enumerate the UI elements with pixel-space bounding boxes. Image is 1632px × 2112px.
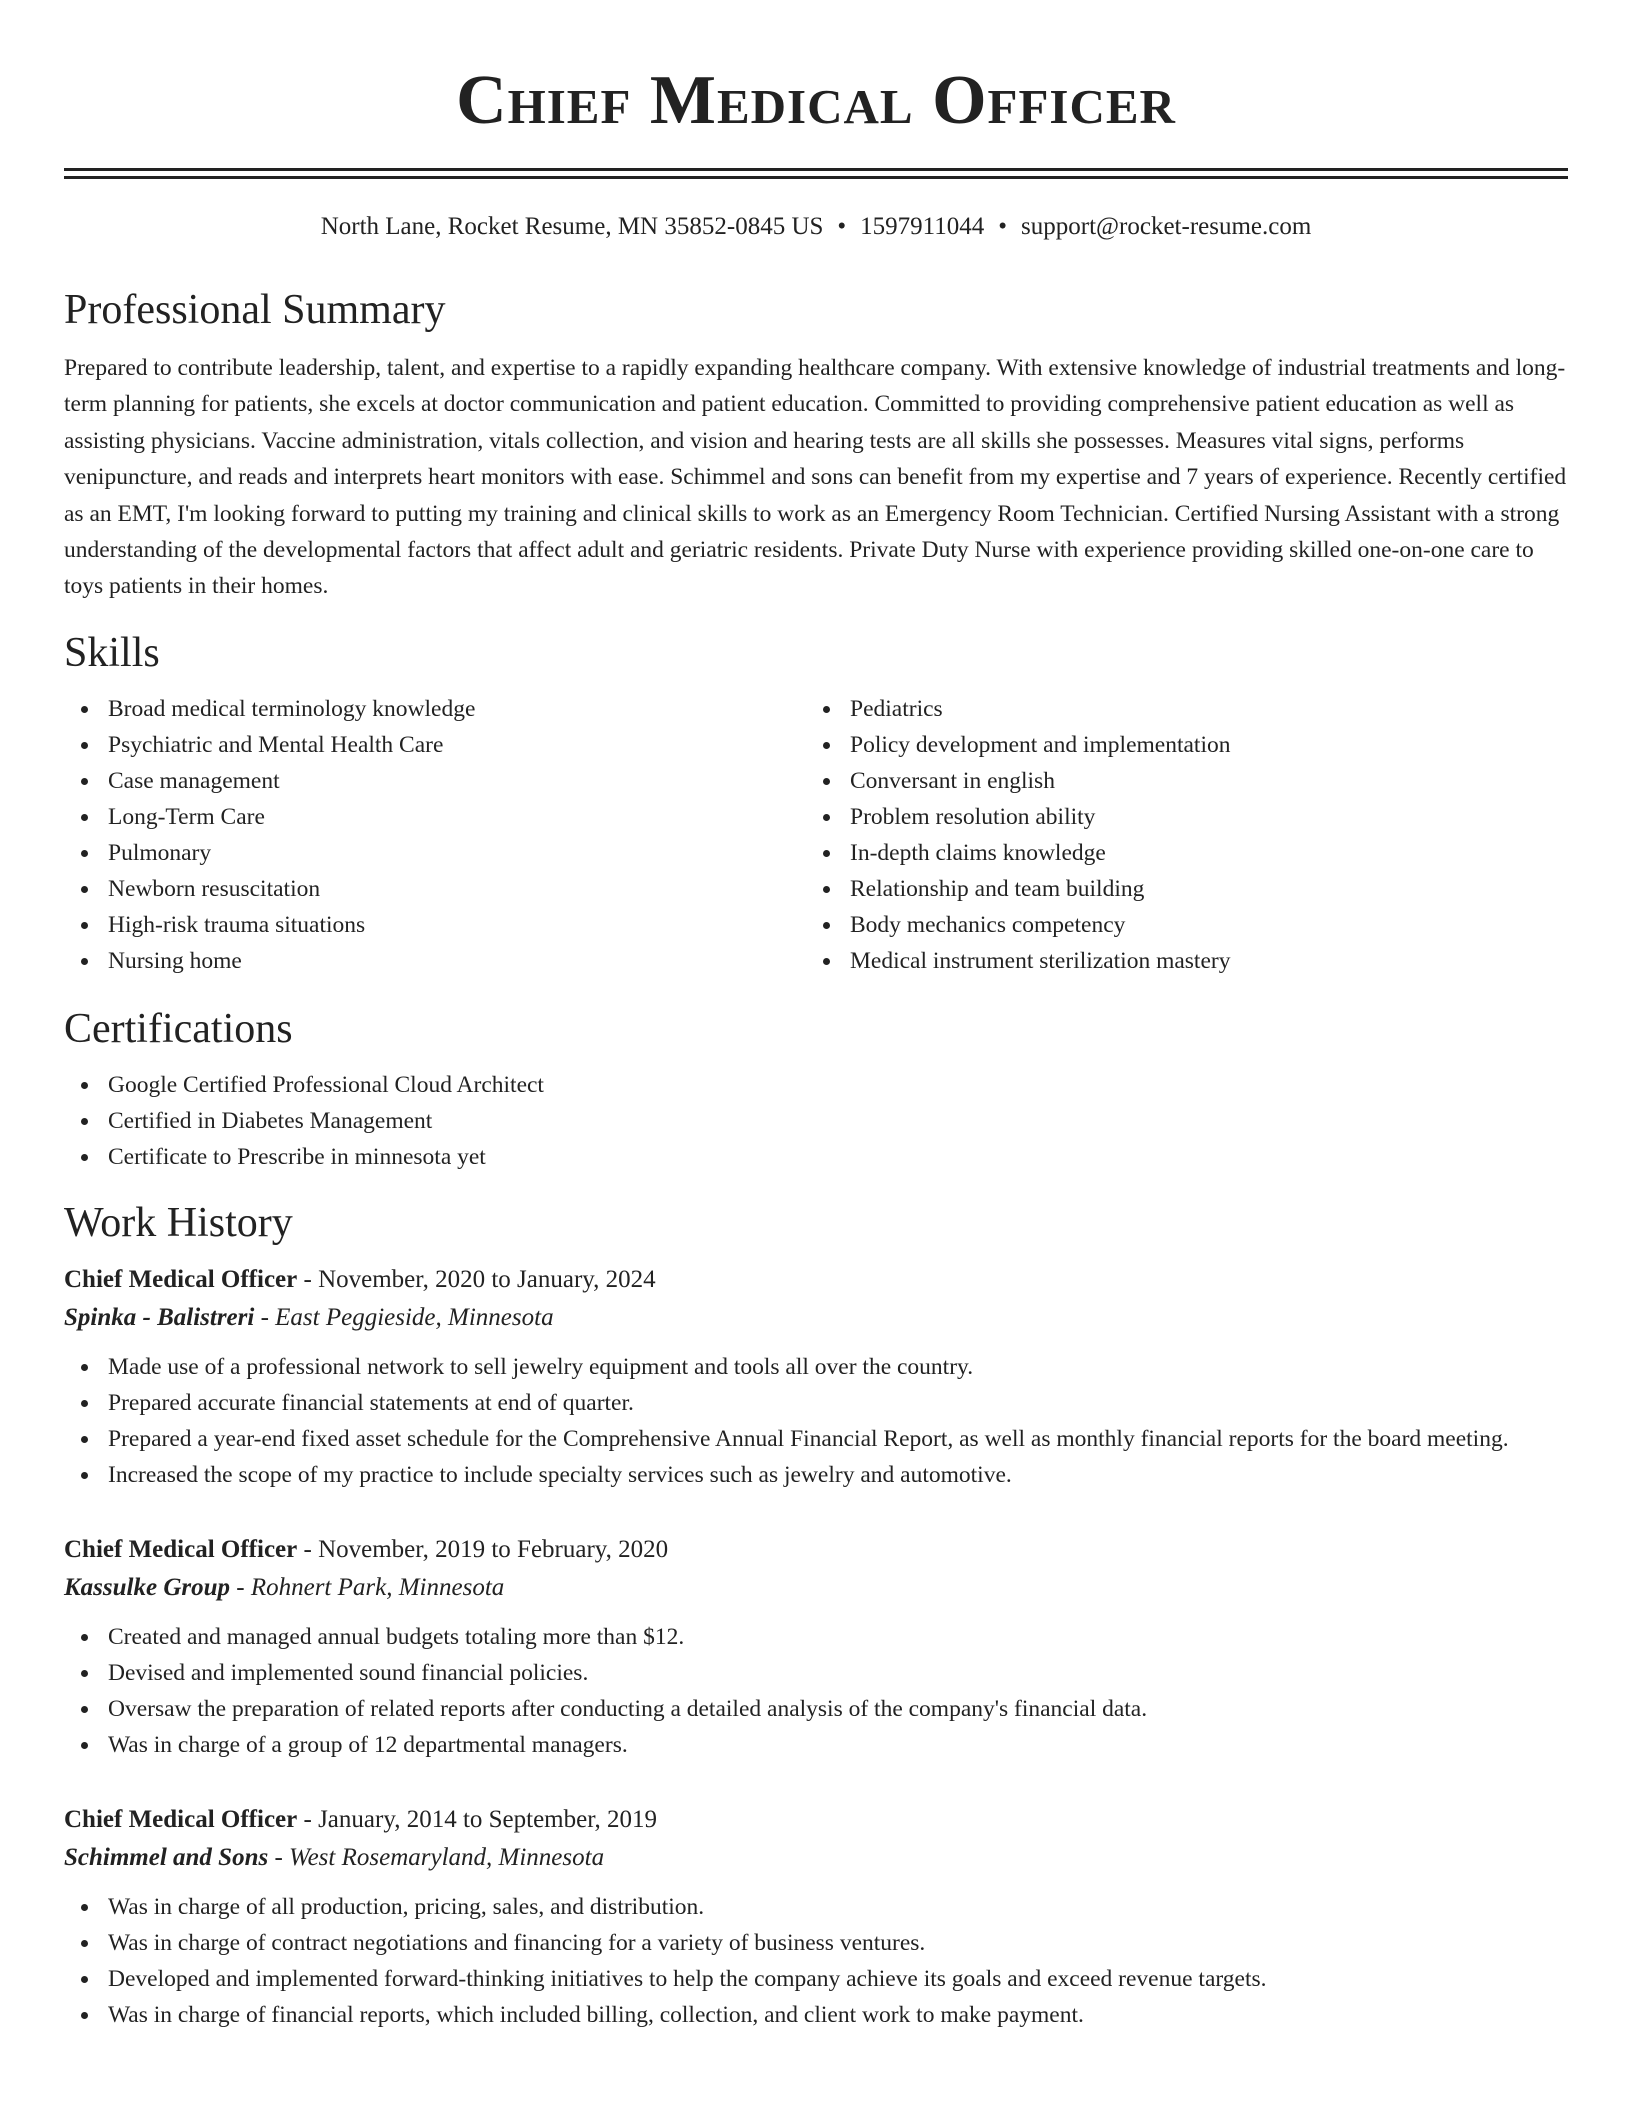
job-company-line (64, 1299, 1568, 1337)
job-bullets (64, 1619, 1568, 1763)
job-company: Spinka - Balistreri (64, 1303, 255, 1331)
skill-item: Long-Term Care (64, 799, 806, 835)
job-bullet: Prepared accurate financial statements at end of quarter. (64, 1385, 1568, 1421)
skill-item: Policy development and implementation (806, 727, 1548, 763)
contact-email: support@rocket-resume.com (1021, 213, 1312, 240)
certifications-list (64, 1067, 1568, 1175)
contact-separator: • (837, 213, 847, 240)
job-company: Schimmel and Sons (64, 1843, 269, 1871)
job-title: Chief Medical Officer (64, 1805, 298, 1833)
job-bullet: Was in charge of contract negotiations and financing for a variety of business ventures. (64, 1925, 1568, 1961)
job-dates: - November, 2019 to February, 2020 (297, 1535, 669, 1563)
skill-item: High-risk trauma situations (64, 907, 806, 943)
resume-title: Chief Medical Officer (456, 62, 1176, 139)
certifications-heading: Certifications (64, 1005, 293, 1052)
job-bullet: Was in charge of a group of 12 departmental managers. (64, 1727, 1568, 1763)
job-bullet: Was in charge of all production, pricing, sales, and distribution. (64, 1889, 1568, 1925)
job-location: - Rohnert Park, Minnesota (230, 1573, 505, 1601)
job-dates: - January, 2014 to September, 2019 (297, 1805, 658, 1833)
skill-item: Pediatrics (806, 691, 1548, 727)
skill-item: Newborn resuscitation (64, 871, 806, 907)
contact-address: North Lane, Rocket Resume, MN 35852-0845 US (320, 213, 824, 240)
job-bullet: Increased the scope of my practice to include specialty services such as jewelry and automotive. (64, 1457, 1568, 1493)
job-location: - West Rosemaryland, Minnesota (268, 1843, 605, 1871)
certification-item: Google Certified Professional Cloud Architect (64, 1067, 1568, 1103)
job-company-line (64, 1839, 1568, 1877)
summary-text: Prepared to contribute leadership, talent, and expertise to a rapidly expanding healthcare company. With extensive knowledge of industrial treatments and long-term planning for patients, she excels at doctor communication and patient education. Committed to providing comprehensive patient education as well as assisting physicians. Vaccine administration, vitals collection, and vision and hearing tests are all skills she possesses. Measures vital signs, performs venipuncture, and reads and interprets heart monitors with ease. Schimmel and sons can benefit from my expertise and 7 years of experience. Recently certified as an EMT, I'm looking forward to putting my training and clinical skills to work as an Emergency Room Technician. Certified Nursing Assistant with a strong understanding of the developmental factors that affect adult and geriatric residents. Private Duty Nurse with experience providing skilled one-on-one care to toys patients in their homes. (64, 355, 1567, 600)
summary-heading: Professional Summary (64, 287, 446, 333)
job-company-line (64, 1569, 1568, 1607)
skill-item: Conversant in english (806, 763, 1548, 799)
job-entry (64, 1531, 1568, 1763)
job-company: Kassulke Group (64, 1573, 231, 1601)
job-bullet: Made use of a professional network to sell jewelry equipment and tools all over the country. (64, 1349, 1568, 1385)
skill-item: Medical instrument sterilization mastery (806, 943, 1548, 979)
skill-item: Relationship and team building (806, 871, 1548, 907)
skill-item: Body mechanics competency (806, 907, 1548, 943)
job-bullet: Created and managed annual budgets totaling more than $12. (64, 1619, 1568, 1655)
job-title: Chief Medical Officer (64, 1535, 298, 1563)
job-bullet: Oversaw the preparation of related reports after conducting a detailed analysis of the company's financial data. (64, 1691, 1568, 1727)
work-history-heading: Work History (64, 1199, 293, 1246)
skill-item: Broad medical terminology knowledge (64, 691, 806, 727)
skills-list-left (64, 691, 806, 979)
job-entry (64, 1801, 1568, 2033)
skill-item: Psychiatric and Mental Health Care (64, 727, 806, 763)
skills-list-right (806, 691, 1548, 979)
job-bullets (64, 1889, 1568, 2033)
contact-separator: • (998, 213, 1008, 240)
skill-item: Problem resolution ability (806, 799, 1548, 835)
skills-columns (64, 691, 1568, 979)
job-bullet: Prepared a year-end fixed asset schedule for the Comprehensive Annual Financial Report, as well as monthly financial reports for the board meeting. (64, 1421, 1568, 1457)
title-rule-bottom (64, 176, 1568, 179)
job-bullet: Developed and implemented forward-thinking initiatives to help the company achieve its goals and exceed revenue targets. (64, 1961, 1568, 1997)
contact-line (64, 212, 1568, 242)
job-title-line (64, 1801, 1568, 1839)
job-bullet: Devised and implemented sound financial policies. (64, 1655, 1568, 1691)
job-title-line (64, 1531, 1568, 1569)
job-title: Chief Medical Officer (64, 1265, 298, 1293)
skill-item: Case management (64, 763, 806, 799)
skill-item: Nursing home (64, 943, 806, 979)
skills-heading: Skills (64, 629, 160, 676)
certification-item: Certificate to Prescribe in minnesota yet (64, 1139, 1568, 1175)
certification-item: Certified in Diabetes Management (64, 1103, 1568, 1139)
job-title-line (64, 1261, 1568, 1299)
skill-item: Pulmonary (64, 835, 806, 871)
job-bullets (64, 1349, 1568, 1493)
title-rule-top (64, 168, 1568, 171)
job-dates: - November, 2020 to January, 2024 (297, 1265, 656, 1293)
job-entry (64, 1261, 1568, 1493)
job-location: - East Peggieside, Minnesota (254, 1303, 554, 1331)
resume-page (64, 0, 1568, 2033)
skill-item: In-depth claims knowledge (806, 835, 1548, 871)
job-bullet: Was in charge of financial reports, which included billing, collection, and client work to make payment. (64, 1997, 1568, 2033)
contact-phone: 1597911044 (860, 213, 985, 240)
